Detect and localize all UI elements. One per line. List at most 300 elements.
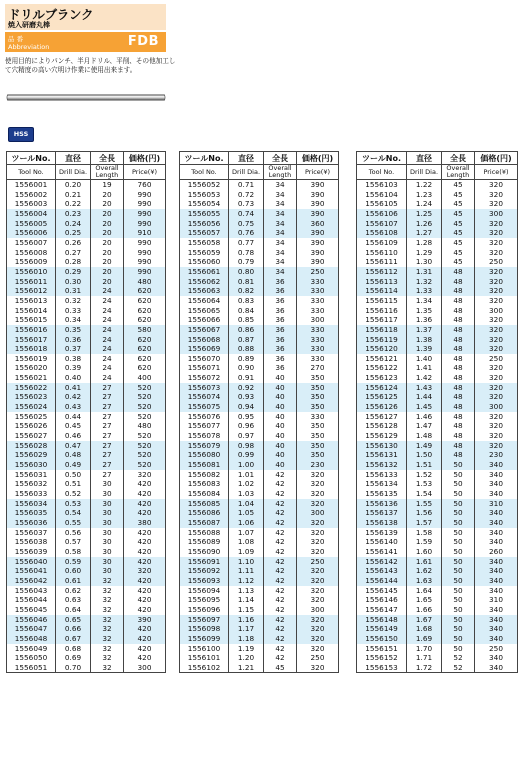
diameter-cell: 0.90: [229, 363, 264, 373]
table-row: [180, 566, 339, 576]
table-row: [7, 238, 166, 248]
tool-no-cell: 1556041: [7, 566, 56, 576]
table-row: [7, 547, 166, 557]
length-cell: 34: [264, 267, 297, 277]
diameter-cell: 0.53: [56, 499, 91, 509]
tool-no-cell: 1556017: [7, 335, 56, 345]
length-cell: 50: [442, 518, 475, 528]
price-cell: 480: [124, 421, 166, 431]
price-cell: 420: [124, 489, 166, 499]
header-length-en-text: Overall Length: [446, 164, 470, 179]
table-row: [357, 518, 518, 528]
table-row: [180, 489, 339, 499]
diameter-cell: 1.28: [407, 238, 442, 248]
length-cell: 50: [442, 557, 475, 567]
price-cell: 420: [124, 576, 166, 586]
table-row: [180, 508, 339, 518]
length-cell: 48: [442, 450, 475, 460]
tool-no-cell: 1556102: [180, 663, 229, 673]
diameter-cell: 0.96: [229, 421, 264, 431]
diameter-cell: 1.25: [407, 209, 442, 219]
table-row: [180, 470, 339, 480]
price-cell: 350: [297, 441, 339, 451]
length-cell: 27: [91, 441, 124, 451]
diameter-cell: 0.35: [56, 325, 91, 335]
price-cell: 300: [475, 402, 518, 412]
table-row: [180, 528, 339, 538]
table-row: [7, 605, 166, 615]
diameter-cell: 1.49: [407, 441, 442, 451]
length-cell: 27: [91, 470, 124, 480]
table-row: [7, 363, 166, 373]
tool-no-cell: 1556148: [357, 615, 407, 625]
length-cell: 34: [264, 228, 297, 238]
length-cell: 50: [442, 470, 475, 480]
tool-no-cell: 1556096: [180, 605, 229, 615]
tool-no-cell: 1556019: [7, 354, 56, 364]
price-cell: 330: [297, 335, 339, 345]
diameter-cell: 0.99: [229, 450, 264, 460]
price-cell: 480: [124, 277, 166, 287]
diameter-cell: 0.21: [56, 190, 91, 200]
header-price-ja: 価格(円): [124, 152, 166, 165]
price-cell: 320: [475, 238, 518, 248]
table-row: [180, 392, 339, 402]
diameter-cell: 1.15: [229, 605, 264, 615]
table-row: [357, 363, 518, 373]
tool-no-cell: 1556043: [7, 586, 56, 596]
price-cell: 340: [475, 518, 518, 528]
diameter-cell: 1.02: [229, 479, 264, 489]
length-cell: 45: [442, 199, 475, 209]
tool-no-cell: 1556124: [357, 383, 407, 393]
length-cell: 34: [264, 238, 297, 248]
price-cell: 420: [124, 634, 166, 644]
length-cell: 36: [264, 354, 297, 364]
diameter-cell: 0.40: [56, 373, 91, 383]
tool-no-cell: 1556047: [7, 624, 56, 634]
length-cell: 48: [442, 325, 475, 335]
abbreviation-label-en: Abbreviation: [8, 43, 50, 51]
diameter-cell: 0.81: [229, 277, 264, 287]
length-cell: 36: [264, 277, 297, 287]
diameter-cell: 1.56: [407, 508, 442, 518]
price-cell: 340: [475, 557, 518, 567]
diameter-cell: 0.65: [56, 615, 91, 625]
tool-no-cell: 1556079: [180, 441, 229, 451]
table-row: [180, 190, 339, 200]
length-cell: 34: [264, 180, 297, 190]
length-cell: 34: [264, 257, 297, 267]
tool-no-cell: 1556099: [180, 634, 229, 644]
length-cell: 45: [442, 209, 475, 219]
tool-no-cell: 1556057: [180, 228, 229, 238]
price-cell: 340: [475, 528, 518, 538]
tool-no-cell: 1556058: [180, 238, 229, 248]
length-cell: 30: [91, 508, 124, 518]
diameter-cell: 1.01: [229, 470, 264, 480]
tool-no-cell: 1556007: [7, 238, 56, 248]
table-row: [7, 634, 166, 644]
price-cell: 520: [124, 392, 166, 402]
length-cell: 50: [442, 576, 475, 586]
price-cell: 320: [297, 489, 339, 499]
table-row: [180, 267, 339, 277]
price-cell: 420: [124, 499, 166, 509]
table-row: [180, 219, 339, 229]
header-tool-no-en: Tool No.: [357, 165, 407, 180]
tool-no-cell: 1556030: [7, 460, 56, 470]
abbreviation-label-ja: 品 番: [8, 35, 24, 43]
length-cell: 20: [91, 248, 124, 258]
tool-no-cell: 1556014: [7, 306, 56, 316]
tool-no-cell: 1556035: [7, 508, 56, 518]
price-cell: 520: [124, 460, 166, 470]
diameter-cell: 1.69: [407, 634, 442, 644]
table-row: [180, 663, 339, 673]
diameter-cell: 1.45: [407, 402, 442, 412]
length-cell: 30: [91, 566, 124, 576]
tool-no-cell: 1556027: [7, 431, 56, 441]
price-cell: 340: [475, 479, 518, 489]
diameter-cell: 0.84: [229, 306, 264, 316]
length-cell: 40: [264, 421, 297, 431]
tool-no-cell: 1556006: [7, 228, 56, 238]
price-cell: 320: [297, 644, 339, 654]
length-cell: 32: [91, 576, 124, 586]
tool-no-cell: 1556016: [7, 325, 56, 335]
tool-no-cell: 1556023: [7, 392, 56, 402]
table-row: [357, 180, 518, 190]
table-row: [357, 306, 518, 316]
length-cell: 42: [264, 653, 297, 663]
length-cell: 42: [264, 479, 297, 489]
diameter-cell: 1.65: [407, 595, 442, 605]
table-row: [357, 228, 518, 238]
tool-no-cell: 1556112: [357, 267, 407, 277]
tool-no-cell: 1556105: [357, 199, 407, 209]
tool-no-cell: 1556025: [7, 412, 56, 422]
table-row: [7, 499, 166, 509]
diameter-cell: 1.52: [407, 470, 442, 480]
diameter-cell: 0.74: [229, 209, 264, 219]
diameter-cell: 0.34: [56, 315, 91, 325]
header-length-ja: 全長: [91, 152, 124, 165]
diameter-cell: 1.61: [407, 557, 442, 567]
tool-no-cell: 1556117: [357, 315, 407, 325]
tool-no-cell: 1556131: [357, 450, 407, 460]
table-row: [357, 528, 518, 538]
tool-no-cell: 1556076: [180, 412, 229, 422]
length-cell: 48: [442, 277, 475, 287]
diameter-cell: 1.58: [407, 528, 442, 538]
diameter-cell: 0.38: [56, 354, 91, 364]
tool-no-cell: 1556060: [180, 257, 229, 267]
table-row: [180, 431, 339, 441]
diameter-cell: 1.20: [229, 653, 264, 663]
tool-no-cell: 1556150: [357, 634, 407, 644]
tool-no-cell: 1556077: [180, 421, 229, 431]
table-row: [7, 460, 166, 470]
diameter-cell: 0.73: [229, 199, 264, 209]
price-cell: 320: [297, 663, 339, 673]
price-cell: 320: [297, 576, 339, 586]
diameter-cell: 1.64: [407, 586, 442, 596]
diameter-cell: 1.14: [229, 595, 264, 605]
diameter-cell: 0.87: [229, 335, 264, 345]
table-row: [180, 344, 339, 354]
length-cell: 48: [442, 335, 475, 345]
tool-no-cell: 1556142: [357, 557, 407, 567]
price-cell: 250: [475, 257, 518, 267]
price-cell: 620: [124, 335, 166, 345]
length-cell: 24: [91, 363, 124, 373]
tool-no-cell: 1556053: [180, 190, 229, 200]
price-cell: 320: [475, 431, 518, 441]
diameter-cell: 1.40: [407, 354, 442, 364]
diameter-cell: 0.39: [56, 363, 91, 373]
tool-no-cell: 1556015: [7, 315, 56, 325]
price-cell: 320: [297, 566, 339, 576]
diameter-cell: 1.17: [229, 624, 264, 634]
tool-no-cell: 1556123: [357, 373, 407, 383]
diameter-cell: 0.29: [56, 267, 91, 277]
length-cell: 50: [442, 479, 475, 489]
table-row: [7, 306, 166, 316]
price-cell: 340: [475, 460, 518, 470]
price-cell: 520: [124, 450, 166, 460]
price-cell: 320: [297, 624, 339, 634]
length-cell: 50: [442, 508, 475, 518]
length-cell: 40: [264, 460, 297, 470]
diameter-cell: 1.19: [229, 644, 264, 654]
tool-no-cell: 1556033: [7, 489, 56, 499]
diameter-cell: 1.59: [407, 537, 442, 547]
table-row: [7, 296, 166, 306]
length-cell: 42: [264, 595, 297, 605]
tool-no-cell: 1556049: [7, 644, 56, 654]
diameter-cell: 0.28: [56, 257, 91, 267]
price-cell: 330: [297, 296, 339, 306]
length-cell: 50: [442, 624, 475, 634]
diameter-cell: 1.51: [407, 460, 442, 470]
price-cell: 420: [124, 644, 166, 654]
price-cell: 420: [124, 595, 166, 605]
diameter-cell: 1.26: [407, 219, 442, 229]
length-cell: 30: [91, 537, 124, 547]
header-length-en-text: Overall Length: [95, 164, 119, 179]
header-tool-no-ja: ツールNo.: [357, 152, 407, 165]
length-cell: 32: [91, 605, 124, 615]
page-subtitle: 焼入研磨丸棒: [8, 21, 50, 29]
diameter-cell: 0.36: [56, 335, 91, 345]
diameter-cell: 0.89: [229, 354, 264, 364]
table-row: [357, 190, 518, 200]
table-row: [7, 624, 166, 634]
length-cell: 36: [264, 315, 297, 325]
diameter-cell: 1.05: [229, 508, 264, 518]
tool-no-cell: 1556137: [357, 508, 407, 518]
tool-no-cell: 1556120: [357, 344, 407, 354]
price-cell: 340: [475, 624, 518, 634]
table-row: [180, 412, 339, 422]
price-cell: 350: [297, 421, 339, 431]
price-cell: 230: [297, 460, 339, 470]
price-cell: 320: [297, 615, 339, 625]
table-row: [180, 306, 339, 316]
price-cell: 420: [124, 624, 166, 634]
tool-no-cell: 1556116: [357, 306, 407, 316]
table-row: [357, 257, 518, 267]
tool-no-cell: 1556002: [7, 190, 56, 200]
length-cell: 48: [442, 421, 475, 431]
length-cell: 48: [442, 363, 475, 373]
table-row: [7, 586, 166, 596]
diameter-cell: 0.80: [229, 267, 264, 277]
length-cell: 48: [442, 344, 475, 354]
length-cell: 48: [442, 402, 475, 412]
price-cell: 390: [297, 228, 339, 238]
price-cell: 340: [475, 634, 518, 644]
table-row: [357, 624, 518, 634]
tool-no-cell: 1556028: [7, 441, 56, 451]
tool-no-cell: 1556129: [357, 431, 407, 441]
tool-no-cell: 1556149: [357, 624, 407, 634]
product-code: FDB: [127, 34, 159, 49]
diameter-cell: 1.54: [407, 489, 442, 499]
tool-no-cell: 1556139: [357, 528, 407, 538]
tool-no-cell: 1556108: [357, 228, 407, 238]
price-cell: 760: [124, 180, 166, 190]
length-cell: 48: [442, 383, 475, 393]
price-cell: 320: [475, 248, 518, 258]
diameter-cell: 1.30: [407, 257, 442, 267]
tool-no-cell: 1556144: [357, 576, 407, 586]
diameter-cell: 0.50: [56, 470, 91, 480]
diameter-cell: 0.68: [56, 644, 91, 654]
length-cell: 50: [442, 499, 475, 509]
length-cell: 36: [264, 363, 297, 373]
price-cell: 340: [475, 566, 518, 576]
price-cell: 250: [475, 354, 518, 364]
price-cell: 420: [124, 528, 166, 538]
length-cell: 32: [91, 595, 124, 605]
length-cell: 45: [442, 190, 475, 200]
diameter-cell: 0.54: [56, 508, 91, 518]
length-cell: 30: [91, 547, 124, 557]
table-row: [180, 296, 339, 306]
tool-no-cell: 1556088: [180, 528, 229, 538]
table-row: [357, 576, 518, 586]
diameter-cell: 1.62: [407, 566, 442, 576]
table-row: [7, 566, 166, 576]
diameter-cell: 0.47: [56, 441, 91, 451]
hss-material-badge: HSS: [8, 127, 34, 142]
price-cell: 320: [124, 566, 166, 576]
diameter-cell: 0.77: [229, 238, 264, 248]
price-cell: 420: [124, 508, 166, 518]
tool-no-cell: 1556090: [180, 547, 229, 557]
tool-no-cell: 1556036: [7, 518, 56, 528]
length-cell: 45: [442, 257, 475, 267]
diameter-cell: 1.67: [407, 615, 442, 625]
tool-no-cell: 1556037: [7, 528, 56, 538]
diameter-cell: 0.67: [56, 634, 91, 644]
length-cell: 32: [91, 634, 124, 644]
table-row: [180, 238, 339, 248]
table-row: [180, 644, 339, 654]
length-cell: 42: [264, 586, 297, 596]
length-cell: 20: [91, 257, 124, 267]
diameter-cell: 0.41: [56, 383, 91, 393]
diameter-cell: 0.37: [56, 344, 91, 354]
price-cell: 330: [297, 354, 339, 364]
length-cell: 30: [91, 499, 124, 509]
table-row: [357, 286, 518, 296]
price-cell: 320: [297, 470, 339, 480]
table-row: [180, 479, 339, 489]
diameter-cell: 1.36: [407, 315, 442, 325]
price-cell: 350: [297, 450, 339, 460]
price-cell: 390: [297, 190, 339, 200]
length-cell: 48: [442, 441, 475, 451]
table-row: [180, 576, 339, 586]
tool-no-cell: 1556061: [180, 267, 229, 277]
diameter-cell: 1.55: [407, 499, 442, 509]
table-row: [180, 605, 339, 615]
tool-no-cell: 1556106: [357, 209, 407, 219]
tool-no-cell: 1556071: [180, 363, 229, 373]
length-cell: 34: [264, 219, 297, 229]
price-cell: 320: [297, 595, 339, 605]
diameter-cell: 0.78: [229, 248, 264, 258]
diameter-cell: 0.94: [229, 402, 264, 412]
length-cell: 32: [91, 615, 124, 625]
tool-no-cell: 1556122: [357, 363, 407, 373]
price-cell: 320: [475, 228, 518, 238]
table-row: [180, 199, 339, 209]
price-cell: 250: [297, 653, 339, 663]
table-row: [7, 228, 166, 238]
length-cell: 27: [91, 431, 124, 441]
tool-no-cell: 1556140: [357, 537, 407, 547]
length-cell: 45: [442, 228, 475, 238]
diameter-cell: 0.42: [56, 392, 91, 402]
diameter-cell: 0.33: [56, 306, 91, 316]
length-cell: 32: [91, 644, 124, 654]
diameter-cell: 1.46: [407, 412, 442, 422]
tool-no-cell: 1556084: [180, 489, 229, 499]
price-cell: 310: [475, 499, 518, 509]
price-cell: 390: [297, 199, 339, 209]
table-row: [180, 547, 339, 557]
length-cell: 20: [91, 277, 124, 287]
length-cell: 50: [442, 537, 475, 547]
price-cell: 320: [297, 586, 339, 596]
length-cell: 20: [91, 219, 124, 229]
table-row: [7, 489, 166, 499]
tool-no-cell: 1556081: [180, 460, 229, 470]
table-row: [7, 267, 166, 277]
table-row: [180, 653, 339, 663]
tool-no-cell: 1556032: [7, 479, 56, 489]
tool-no-cell: 1556054: [180, 199, 229, 209]
diameter-cell: 0.48: [56, 450, 91, 460]
price-cell: 420: [124, 653, 166, 663]
tool-no-cell: 1556048: [7, 634, 56, 644]
tool-no-cell: 1556073: [180, 383, 229, 393]
diameter-cell: 1.72: [407, 663, 442, 673]
